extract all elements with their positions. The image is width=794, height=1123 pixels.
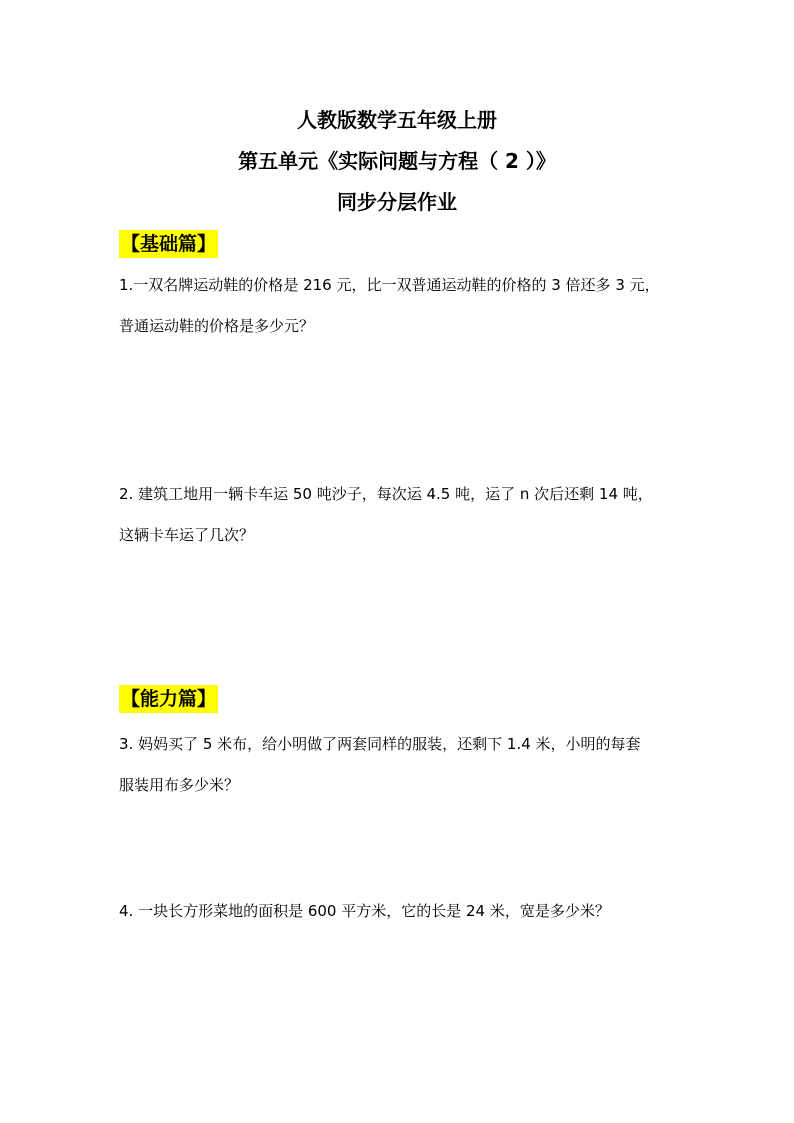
title-line-1: 人教版数学五年级上册 (297, 108, 497, 132)
question-4-line-1: 4. 一块长方形菜地的面积是 600 平方米，它的长是 24 米，宽是多少米？ (119, 902, 610, 920)
question-1-line-1: 1.一双名牌运动鞋的价格是 216 元，比一双普通运动鞋的价格的 3 倍还多 3 元， (119, 276, 660, 294)
title-line-3: 同步分层作业 (337, 190, 457, 214)
section-label-basic: 【基础篇】 (119, 230, 218, 258)
question-3-line-2: 服装用布多少米？ (119, 776, 240, 794)
question-3-line-1: 3. 妈妈买了 5 米布，给小明做了两套同样的服装，还剩下 1.4 米，小明的每套 (119, 735, 641, 753)
question-1-line-2: 普通运动鞋的价格是多少元？ (119, 317, 315, 335)
question-2-line-1: 2. 建筑工地用一辆卡车运 50 吨沙子，每次运 4.5 吨，运了 n 次后还剩 14 吨， (119, 485, 653, 503)
title-line-2: 第五单元《实际问题与方程（ 2 ）》 (238, 149, 556, 173)
section-label-ability: 【能力篇】 (119, 685, 218, 713)
question-2-line-2: 这辆卡车运了几次？ (119, 526, 255, 544)
